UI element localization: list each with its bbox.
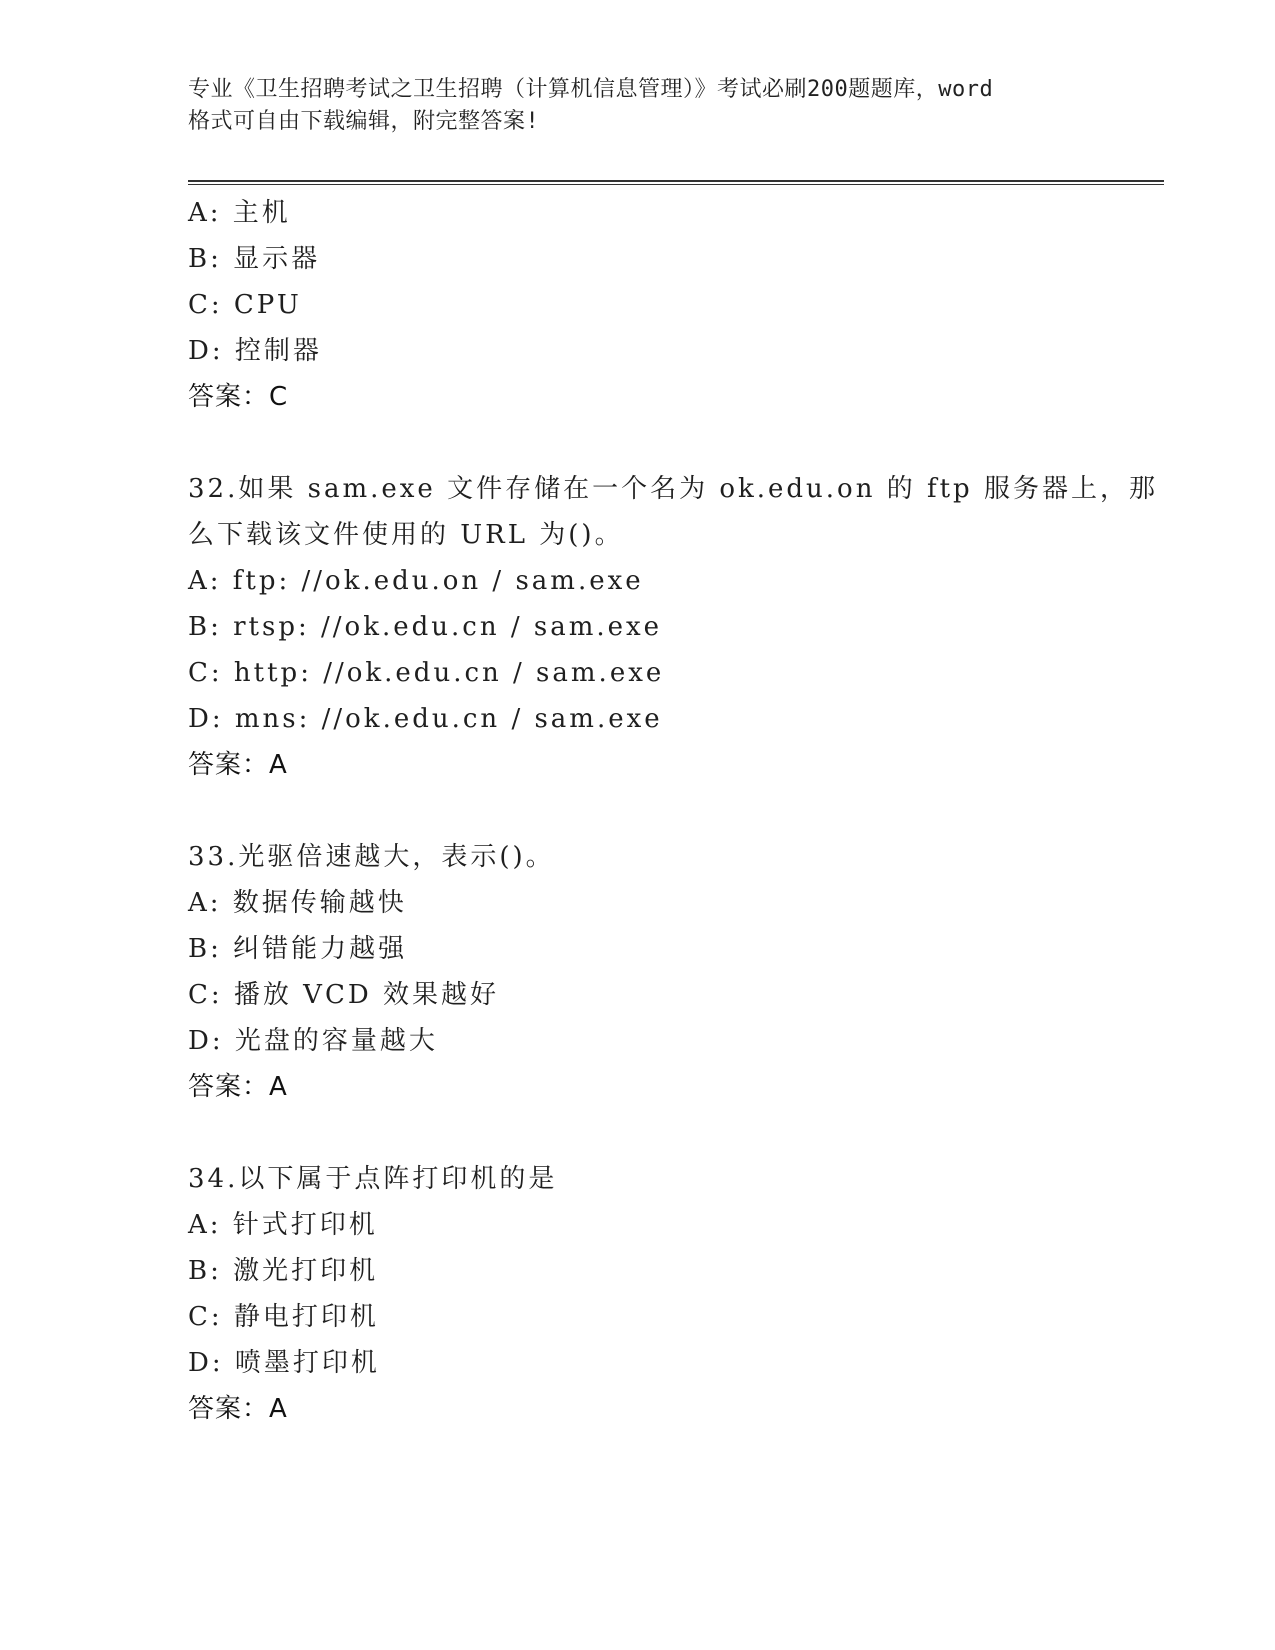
option-b: B: 显示器 <box>188 244 321 274</box>
answer-line: 答案：A <box>188 750 288 780</box>
option-b: B: 纠错能力越强 <box>188 934 408 964</box>
option-c: C: 静电打印机 <box>188 1302 379 1332</box>
answer-line: 答案：A <box>188 1072 288 1102</box>
option-d: D: 光盘的容量越大 <box>188 1026 438 1056</box>
option-a: A: 数据传输越快 <box>188 888 407 918</box>
header-line-2: 格式可自由下载编辑，附完整答案! <box>188 109 540 134</box>
option-d: D: mns: //ok.edu.cn / sam.exe <box>188 704 663 734</box>
option-d: D: 控制器 <box>188 336 322 366</box>
spacer <box>188 1110 1088 1156</box>
option-c: C: CPU <box>188 290 302 320</box>
header-line-1: 专业《卫生招聘考试之卫生招聘（计算机信息管理）》考试必刷200题题库，word <box>188 77 994 102</box>
answer-line: 答案：A <box>188 1394 288 1424</box>
option-a: A: 主机 <box>188 198 291 228</box>
question-stem-line-1: 34.以下属于点阵打印机的是 <box>188 1164 558 1194</box>
header-divider-thick <box>188 180 1164 182</box>
option-b: B: 激光打印机 <box>188 1256 379 1286</box>
document-header <box>188 74 1088 138</box>
option-b: B: rtsp: //ok.edu.cn / sam.exe <box>188 612 663 642</box>
question-31-continued <box>188 190 1088 420</box>
option-c: C: http: //ok.edu.cn / sam.exe <box>188 658 665 688</box>
question-34 <box>188 1156 1088 1432</box>
option-a: A: 针式打印机 <box>188 1210 378 1240</box>
spacer <box>188 788 1088 834</box>
question-list <box>188 190 1158 1432</box>
option-a: A: ftp: //ok.edu.on / sam.exe <box>188 566 644 596</box>
option-d: D: 喷墨打印机 <box>188 1348 380 1378</box>
question-stem-line-1: 33.光驱倍速越大，表示()。 <box>188 842 555 872</box>
question-stem-line-2: 么下载该文件使用的 URL 为()。 <box>188 520 624 550</box>
answer-line: 答案：C <box>188 382 289 412</box>
question-33 <box>188 834 1088 1110</box>
spacer <box>188 420 1088 466</box>
option-c: C: 播放 VCD 效果越好 <box>188 980 499 1010</box>
question-stem-line-1: 32.如果 sam.exe 文件存储在一个名为 ok.edu.on 的 ftp 服务器上，那 <box>188 474 1158 504</box>
question-32 <box>188 466 1158 788</box>
header-divider-thin <box>188 184 1164 185</box>
